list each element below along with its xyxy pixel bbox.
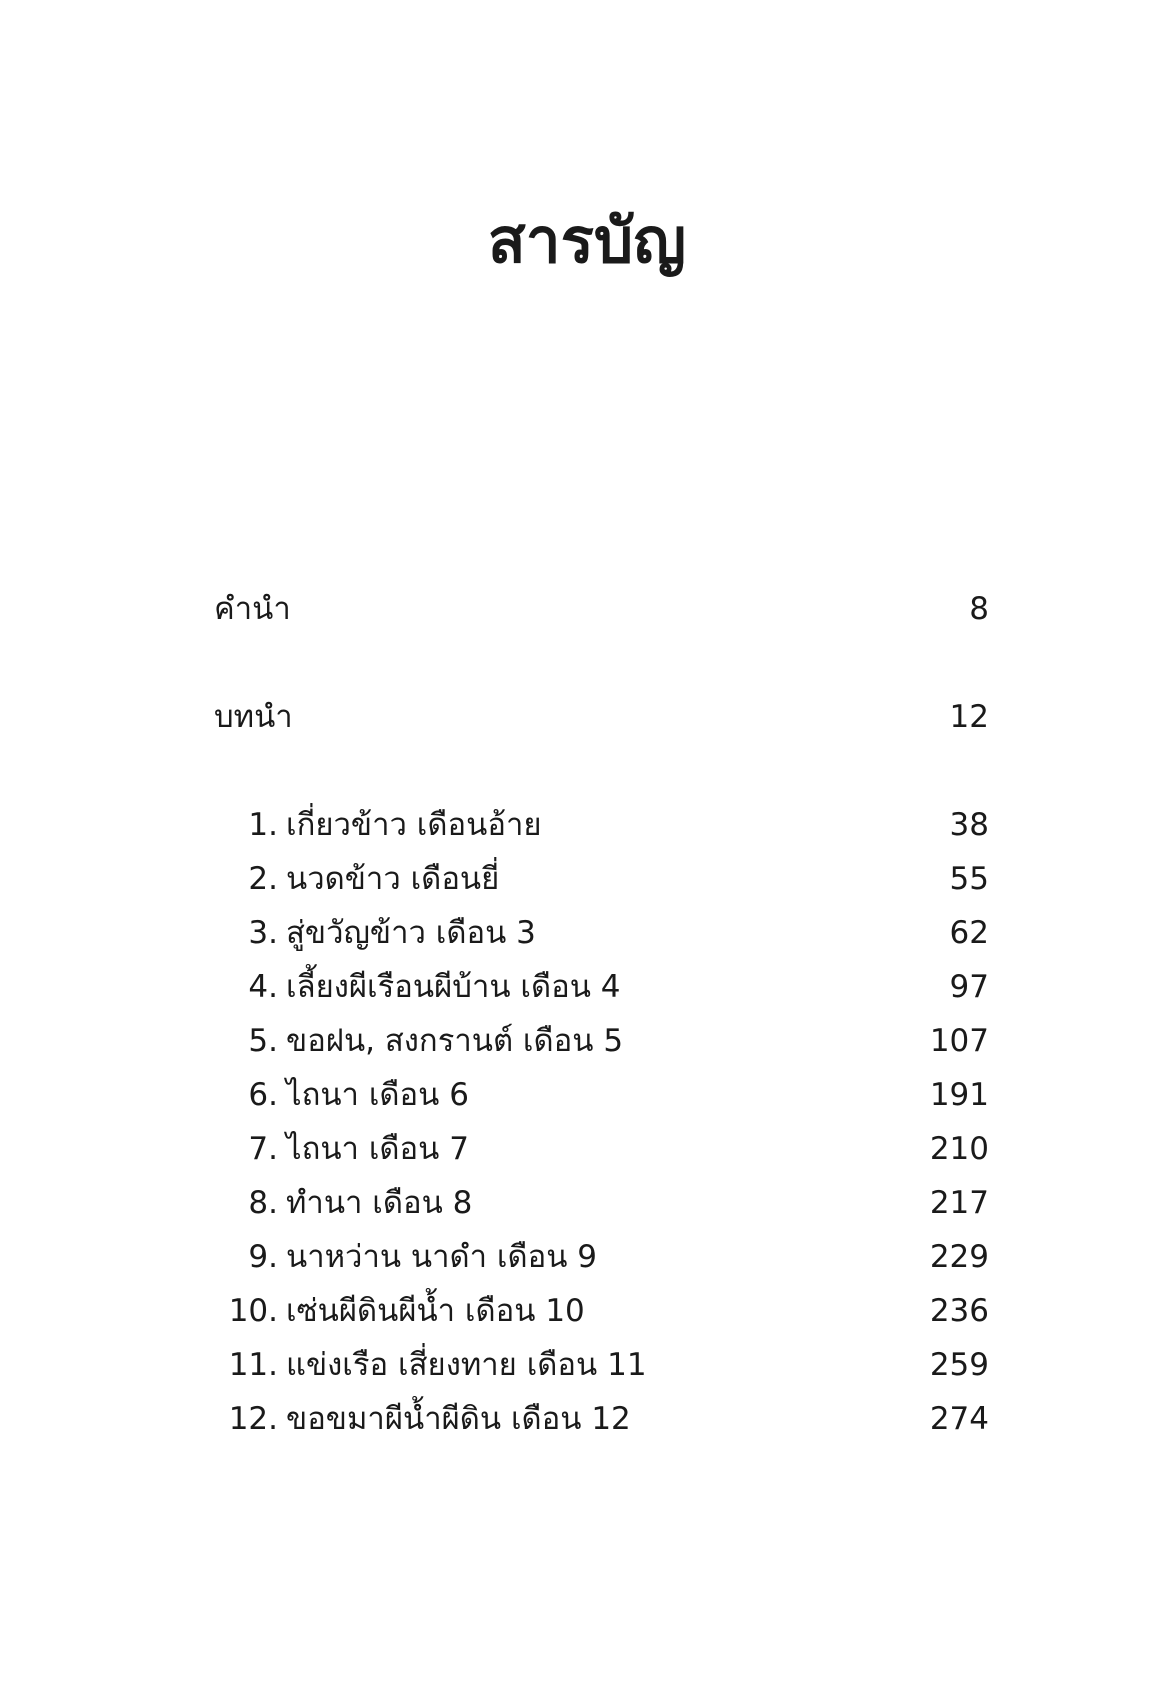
chapter-number: 10. (228, 1293, 278, 1329)
toc-entry-chapter-10[interactable] (214, 1286, 989, 1336)
chapter-number: 7. (248, 1131, 278, 1167)
chapter-number: 8. (248, 1185, 278, 1221)
chapter-title: เซ่นผีดินผีน้ำ เดือน 10 (286, 1293, 585, 1329)
toc-entry-label: บทนำ (214, 699, 293, 735)
toc-entry-chapter-8[interactable] (214, 1178, 989, 1228)
toc-entry-page: 229 (929, 1239, 989, 1275)
chapter-title: ทำนา เดือน 8 (286, 1185, 473, 1221)
toc-entry-page: 191 (929, 1077, 989, 1113)
toc-entry-chapter-9[interactable] (214, 1232, 989, 1282)
toc-entry-chapter-5[interactable] (214, 1016, 989, 1066)
toc-entry-page: 210 (929, 1131, 989, 1167)
toc-entry-chapter-7[interactable] (214, 1124, 989, 1174)
chapter-title: นวดข้าว เดือนยี่ (286, 861, 500, 897)
toc-entry-page: 12 (949, 699, 989, 735)
chapter-title: เลี้ยงผีเรือนผีบ้าน เดือน 4 (286, 969, 621, 1005)
chapter-number: 3. (248, 915, 278, 951)
page-title: สารบัญ (487, 204, 687, 277)
toc-entry-chapter-3[interactable] (214, 908, 989, 958)
chapter-title: ไถนา เดือน 7 (286, 1131, 469, 1167)
toc-entry-chapter-2[interactable] (214, 854, 989, 904)
toc-entry-page: 259 (929, 1347, 989, 1383)
chapter-number: 9. (248, 1239, 278, 1275)
chapter-title: นาหว่าน นาดำ เดือน 9 (286, 1239, 597, 1275)
toc-entry-page: 274 (929, 1401, 989, 1437)
toc-entry-page: 236 (929, 1293, 989, 1329)
toc-entry-foreword[interactable] (214, 584, 989, 634)
toc-entry-page: 107 (929, 1023, 989, 1059)
toc-entry-chapter-1[interactable] (214, 800, 989, 850)
chapter-number: 1. (248, 807, 278, 843)
toc-entry-chapter-6[interactable] (214, 1070, 989, 1120)
toc-entry-page: 55 (949, 861, 989, 897)
toc-entry-page: 8 (969, 591, 989, 627)
chapter-number: 2. (248, 861, 278, 897)
toc-entry-introduction[interactable] (214, 692, 989, 742)
chapter-number: 12. (228, 1401, 278, 1437)
toc-entry-chapter-4[interactable] (214, 962, 989, 1012)
toc-entry-page: 38 (949, 807, 989, 843)
chapter-title: ขอขมาผีน้ำผีดิน เดือน 12 (286, 1401, 631, 1437)
toc-entry-page: 97 (949, 969, 989, 1005)
chapter-number: 5. (248, 1023, 278, 1059)
toc-entry-label: คำนำ (214, 591, 291, 627)
toc-entry-chapter-11[interactable] (214, 1340, 989, 1390)
chapter-title: เกี่ยวข้าว เดือนอ้าย (286, 807, 542, 843)
chapter-title: สู่ขวัญข้าว เดือน 3 (286, 915, 536, 951)
chapter-title: ขอฝน, สงกรานต์ เดือน 5 (286, 1023, 624, 1059)
chapter-number: 6. (248, 1077, 278, 1113)
chapter-number: 4. (248, 969, 278, 1005)
toc-entry-page: 62 (949, 915, 989, 951)
toc-entry-page: 217 (929, 1185, 989, 1221)
chapter-title: ไถนา เดือน 6 (286, 1077, 469, 1113)
toc-entry-chapter-12[interactable] (214, 1394, 989, 1444)
chapter-title: แข่งเรือ เสี่ยงทาย เดือน 11 (286, 1347, 647, 1383)
chapter-number: 11. (228, 1347, 278, 1383)
